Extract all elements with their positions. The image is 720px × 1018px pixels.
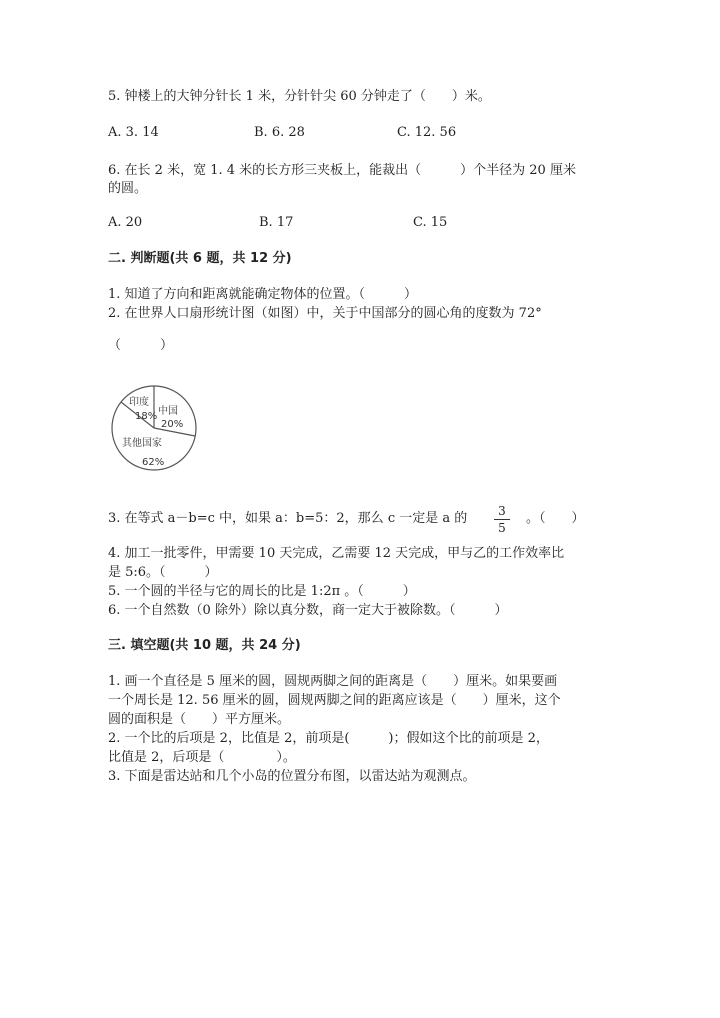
s2-question-4-line1: 4. 加工一批零件，甲需要 10 天完成，乙需要 12 天完成，甲与乙的工作效率比 <box>108 546 565 561</box>
s3-question-1-line2: 一个周长是 12. 56 厘米的圆，圆规两脚之间的距离应该是（ ）厘米，这个 <box>108 693 561 708</box>
question-5-text: 5. 钟楼上的大钟分针长 1 米，分针针尖 60 分钟走了（ ）米。 <box>108 89 491 104</box>
s3-question-2-line1: 2. 一个比的后项是 2，比值是 2，前项是( )；假如这个比的前项是 2， <box>108 731 549 746</box>
fraction-denominator: 5 <box>498 521 506 535</box>
s3-question-1-line1: 1. 画一个直径是 5 厘米的圆，圆规两脚之间的距离是（ ）厘米。如果要画 <box>108 674 558 689</box>
q6-option-b: B. 17 <box>259 215 294 230</box>
s2-question-4-line2: 是 5:6。（ ） <box>108 565 218 580</box>
pie-value-china: 20% <box>161 419 184 430</box>
s2-question-6: 6. 一个自然数（0 除外）除以真分数，商一定大于被除数。（ ） <box>108 603 508 618</box>
pie-value-india: 18% <box>135 411 158 422</box>
pie-label-others: 其他国家 <box>122 438 162 449</box>
s2-question-1: 1. 知道了方向和距离就能确定物体的位置。（ ） <box>108 287 418 302</box>
fraction-bar <box>494 519 510 520</box>
pie-label-china: 中国 <box>158 406 178 417</box>
q5-option-b: B. 6. 28 <box>254 125 305 140</box>
question-6-line2: 的圆。 <box>108 181 148 196</box>
question-6-line1: 6. 在长 2 米，宽 1. 4 米的长方形三夹板上，能裁出（ ）个半径为 20 厘米 <box>108 163 576 178</box>
section-2-title: 二. 判断题(共 6 题，共 12 分) <box>108 251 292 266</box>
pie-value-others: 62% <box>142 457 165 468</box>
q6-option-a: A. 20 <box>108 215 143 230</box>
pie-label-india: 印度 <box>129 397 149 408</box>
fraction-numerator: 3 <box>498 504 506 518</box>
s2-question-3-tail: 。（ ） <box>526 511 585 526</box>
s2-question-5: 5. 一个圆的半径与它的周长的比是 1:2π 。（ ） <box>108 584 416 599</box>
q5-option-a: A. 3. 14 <box>108 125 159 140</box>
s3-question-3: 3. 下面是雷达站和几个小岛的位置分布图，以雷达站为观测点。 <box>108 769 476 784</box>
s3-question-2-line2: 比值是 2，后项是（ ）。 <box>108 750 296 765</box>
s2-question-2: 2. 在世界人口扇形统计图（如图）中，关于中国部分的圆心角的度数为 72° <box>108 306 542 321</box>
q5-option-c: C. 12. 56 <box>397 125 457 140</box>
fraction-three-fifths <box>494 504 510 535</box>
s2-question-2-blank: （ ） <box>108 338 174 353</box>
s2-question-3: 3. 在等式 a－b=c 中，如果 a：b=5：2，那么 c 一定是 a 的 <box>108 511 468 526</box>
s3-question-1-line3: 圆的面积是（ ）平方厘米。 <box>108 712 291 727</box>
population-pie-chart <box>107 384 207 474</box>
section-3-title: 三. 填空题(共 10 题，共 24 分) <box>108 638 301 653</box>
q6-option-c: C. 15 <box>413 215 448 230</box>
